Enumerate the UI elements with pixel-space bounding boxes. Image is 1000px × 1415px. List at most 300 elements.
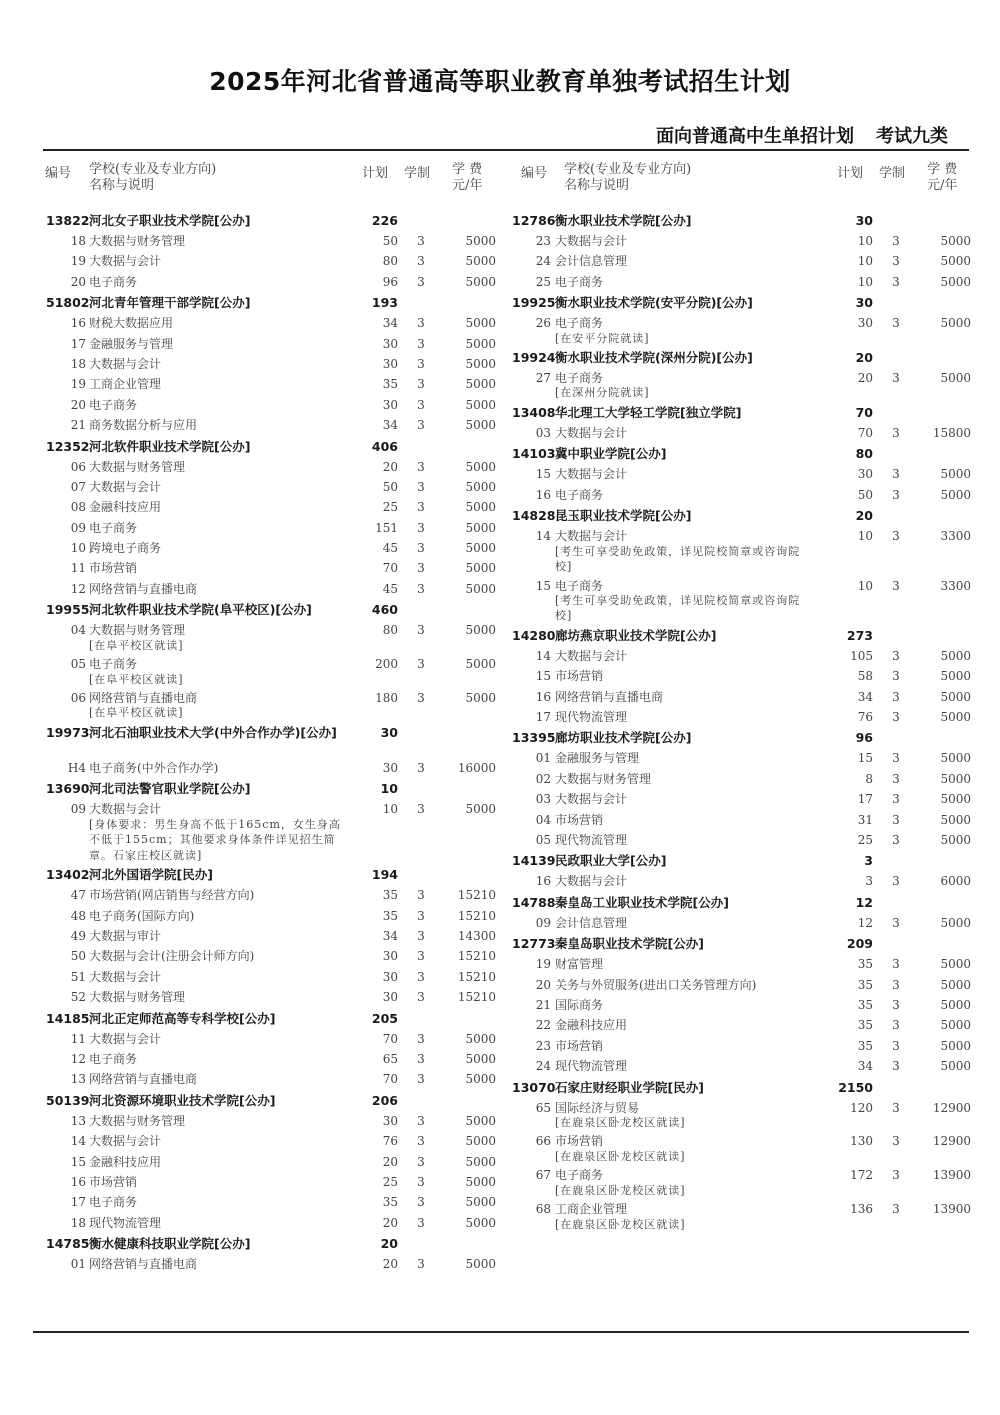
major-fee: 5000 — [465, 1215, 496, 1230]
major-years: 3 — [892, 529, 900, 544]
school-row — [512, 210, 975, 231]
major-name: 大数据与财务管理 — [89, 623, 186, 638]
school-row — [40, 292, 500, 313]
major-years: 3 — [892, 1018, 900, 1033]
major-years: 3 — [417, 1154, 425, 1169]
major-code: 23 — [535, 234, 551, 248]
major-name: 大数据与会计 — [89, 969, 162, 984]
major-code: 19 — [535, 957, 551, 972]
major-name: 金融科技应用 — [89, 500, 162, 515]
major-code: 16 — [70, 1174, 86, 1189]
major-code: 10 — [70, 541, 86, 556]
major-code: 06 — [70, 459, 86, 474]
school-plan-total: 12 — [855, 894, 873, 910]
major-plan: 130 — [850, 1134, 873, 1149]
major-row — [40, 272, 500, 292]
major-code: 06 — [70, 691, 86, 706]
major-years: 3 — [417, 1257, 425, 1272]
major-code: 51 — [70, 969, 86, 984]
school-code: 14788 — [512, 894, 556, 910]
major-fee: 5000 — [465, 336, 496, 351]
major-plan: 30 — [382, 969, 398, 984]
major-code: 01 — [70, 1257, 86, 1272]
major-code: 04 — [535, 812, 551, 827]
major-years: 3 — [417, 1113, 425, 1128]
school-row — [40, 778, 500, 799]
major-plan: 58 — [857, 669, 873, 684]
major-code: 20 — [70, 397, 86, 412]
major-row — [40, 906, 500, 926]
major-years: 3 — [417, 691, 425, 706]
school-plan-total: 194 — [371, 867, 398, 883]
school-row — [40, 1233, 500, 1254]
major-name: 市场营销 — [89, 561, 138, 576]
major-fee: 5000 — [940, 274, 971, 289]
major-row — [40, 967, 500, 987]
major-plan: 31 — [857, 812, 873, 827]
major-fee: 5000 — [465, 418, 496, 433]
major-years: 3 — [892, 578, 900, 593]
major-note: [在鹿泉区卧龙校区就读] — [555, 1115, 686, 1129]
major-code: 09 — [70, 520, 86, 535]
school-name: 廊坊燕京职业技术学院[公办] — [555, 627, 717, 643]
major-plan: 70 — [857, 425, 873, 440]
major-years: 3 — [892, 1134, 900, 1149]
major-note: [在阜平校区就读] — [89, 672, 184, 686]
major-code: 23 — [535, 1038, 551, 1053]
major-years: 3 — [417, 1215, 425, 1230]
major-plan: 70 — [382, 561, 398, 576]
major-plan: 35 — [382, 888, 398, 903]
major-row — [515, 687, 975, 707]
major-code: 15 — [535, 467, 551, 482]
major-code: 18 — [70, 234, 86, 248]
major-fee: 5000 — [465, 1154, 496, 1169]
major-plan: 70 — [382, 1031, 398, 1046]
school-row — [40, 436, 500, 457]
major-row — [515, 1056, 975, 1076]
major-plan: 50 — [382, 234, 398, 248]
major-plan: 172 — [850, 1168, 873, 1183]
major-code: 68 — [535, 1202, 551, 1217]
school-code: 13822 — [46, 213, 90, 228]
major-row — [40, 758, 500, 778]
major-years: 3 — [892, 467, 900, 482]
major-plan: 120 — [850, 1100, 873, 1115]
major-name: 大数据与会计 — [555, 529, 628, 544]
major-name: 现代物流管理 — [555, 833, 628, 848]
major-code: 13 — [70, 1113, 86, 1128]
major-note: [考生可享受助免政策，详见院校简章或咨询院校] — [555, 544, 801, 574]
major-row — [515, 231, 975, 251]
school-code: 19924 — [512, 350, 556, 366]
exam-category-label: 考试九类 — [876, 126, 948, 147]
major-code: 18 — [70, 1215, 86, 1230]
major-years: 3 — [892, 977, 900, 992]
major-code: 19 — [70, 377, 86, 392]
major-name: 市场营销(网店销售与经营方向) — [89, 888, 255, 903]
major-row — [515, 1015, 975, 1035]
major-row — [515, 769, 975, 789]
school-row — [512, 1077, 975, 1098]
school-code: 12352 — [46, 438, 90, 454]
school-plan-total: 209 — [846, 936, 873, 952]
major-plan: 30 — [382, 949, 398, 964]
major-years: 3 — [892, 274, 900, 289]
major-plan: 105 — [850, 648, 873, 663]
major-fee: 15210 — [457, 969, 496, 984]
major-code: 67 — [535, 1168, 551, 1183]
major-name: 电子商务 — [89, 1195, 138, 1210]
major-fee: 5000 — [940, 669, 971, 684]
major-plan: 34 — [857, 1059, 873, 1074]
school-code: 14103 — [512, 446, 556, 462]
major-row — [515, 251, 975, 271]
school-name: 衡水职业技术学院(安平分院)[公办] — [555, 295, 753, 311]
major-years: 3 — [417, 520, 425, 535]
major-fee: 5000 — [465, 274, 496, 289]
school-name: 华北理工大学轻工学院[独立学院] — [555, 404, 742, 420]
major-years: 3 — [417, 949, 425, 964]
major-name: 大数据与会计 — [555, 874, 628, 889]
major-code: 05 — [70, 657, 86, 672]
major-fee: 12900 — [932, 1134, 971, 1149]
major-name: 大数据与财务管理 — [89, 459, 186, 474]
major-plan: 96 — [382, 274, 398, 289]
school-plan-total: 20 — [855, 508, 873, 524]
major-years: 3 — [417, 274, 425, 289]
header-years: 学制 — [879, 166, 906, 181]
major-years: 3 — [892, 1038, 900, 1053]
major-code: 15 — [535, 669, 551, 684]
major-row — [40, 1152, 500, 1172]
major-code: 50 — [70, 949, 86, 964]
major-code: 07 — [70, 479, 86, 494]
major-code: 27 — [535, 371, 551, 386]
major-name: 电子商务 — [89, 397, 138, 412]
school-name: 廊坊职业技术学院[公办] — [555, 730, 692, 746]
major-years: 3 — [892, 316, 900, 331]
major-fee: 5000 — [940, 833, 971, 848]
school-name: 河北女子职业技术学院[公办] — [89, 213, 251, 228]
major-fee: 5000 — [465, 356, 496, 371]
school-name: 秦皇岛工业职业技术学院[公办] — [555, 894, 729, 910]
major-row — [40, 334, 500, 354]
major-name: 网络营销与直播电商 — [89, 581, 198, 596]
major-plan: 35 — [857, 977, 873, 992]
major-fee: 5000 — [465, 623, 496, 638]
major-fee: 15210 — [457, 888, 496, 903]
major-plan: 34 — [382, 316, 398, 331]
major-code: 66 — [535, 1134, 551, 1149]
major-code: 14 — [535, 529, 551, 544]
major-name: 电子商务 — [89, 520, 138, 535]
school-code: 13402 — [46, 867, 90, 883]
major-row — [40, 579, 500, 599]
major-name: 会计信息管理 — [555, 254, 628, 269]
major-name: 关务与外贸服务(进出口关务管理方向) — [555, 977, 757, 992]
major-years: 3 — [417, 969, 425, 984]
major-years: 3 — [417, 1174, 425, 1189]
major-fee: 5000 — [940, 812, 971, 827]
school-row — [40, 722, 500, 758]
major-code: 20 — [70, 274, 86, 289]
bottom-divider — [33, 1331, 969, 1333]
school-code: 51802 — [46, 295, 90, 311]
school-code: 13395 — [512, 730, 556, 746]
major-years: 3 — [892, 751, 900, 766]
major-plan: 25 — [382, 1174, 398, 1189]
school-plan-total: 30 — [380, 724, 398, 740]
major-plan: 25 — [857, 833, 873, 848]
header-years: 学制 — [404, 166, 431, 181]
major-fee: 5000 — [465, 1257, 496, 1272]
major-code: 47 — [70, 888, 86, 903]
major-plan: 65 — [382, 1051, 398, 1066]
major-years: 3 — [417, 377, 425, 392]
major-name: 大数据与会计 — [555, 648, 628, 663]
major-plan: 8 — [865, 771, 873, 786]
major-years: 3 — [892, 997, 900, 1012]
column-header — [515, 158, 975, 210]
school-name: 河北司法警官职业学院[公办] — [89, 781, 251, 797]
school-name: 石家庄财经职业学院[民办] — [555, 1079, 704, 1095]
header-plan: 计划 — [362, 166, 389, 181]
school-name: 冀中职业学院[公办] — [555, 446, 667, 462]
major-years: 3 — [417, 1072, 425, 1087]
school-plan-total: 20 — [380, 1236, 398, 1252]
major-years: 3 — [892, 1202, 900, 1217]
major-plan: 30 — [857, 316, 873, 331]
major-row — [515, 464, 975, 484]
school-name: 昆玉职业技术学院[公办] — [555, 508, 692, 524]
major-code: 14 — [70, 1134, 86, 1149]
major-fee: 5000 — [465, 561, 496, 576]
major-name: 商务数据分析与应用 — [89, 418, 198, 433]
school-plan-total: 205 — [371, 1010, 398, 1026]
major-note: [在鹿泉区卧龙校区就读] — [555, 1149, 686, 1163]
major-code: 25 — [535, 274, 551, 289]
major-years: 3 — [892, 648, 900, 663]
major-plan: 12 — [857, 915, 873, 930]
major-years: 3 — [892, 1059, 900, 1074]
major-row — [515, 1036, 975, 1056]
major-fee: 5000 — [465, 541, 496, 556]
major-name: 大数据与会计 — [555, 792, 628, 807]
major-fee: 5000 — [940, 792, 971, 807]
major-years: 3 — [417, 1134, 425, 1149]
major-plan: 15 — [857, 751, 873, 766]
major-years: 3 — [417, 500, 425, 515]
major-row — [515, 789, 975, 809]
major-name: 电子商务 — [555, 578, 604, 593]
major-fee: 5000 — [465, 1031, 496, 1046]
major-name: 跨境电子商务 — [89, 541, 162, 556]
major-name: 现代物流管理 — [555, 1059, 628, 1074]
school-name: 民政职业大学[公办] — [555, 853, 667, 869]
major-fee: 5000 — [940, 316, 971, 331]
school-plan-total: 96 — [855, 730, 873, 746]
major-fee: 13900 — [932, 1202, 971, 1217]
major-plan: 35 — [382, 1195, 398, 1210]
school-plan-total: 226 — [371, 213, 398, 228]
major-years: 3 — [417, 234, 425, 248]
major-code: 21 — [70, 418, 86, 433]
school-name: 河北软件职业技术学院(阜平校区)[公办] — [89, 602, 312, 618]
major-row — [40, 518, 500, 538]
major-name: 大数据与财务管理 — [89, 1113, 186, 1128]
major-row — [40, 558, 500, 578]
school-row — [40, 864, 500, 885]
major-fee: 5000 — [940, 915, 971, 930]
major-row — [515, 485, 975, 505]
major-years: 3 — [417, 459, 425, 474]
school-plan-total: 10 — [380, 781, 398, 797]
major-fee: 5000 — [940, 1038, 971, 1053]
major-name: 电子商务(国际方向) — [89, 908, 195, 923]
major-plan: 20 — [382, 459, 398, 474]
major-years: 3 — [892, 669, 900, 684]
major-name: 电子商务 — [555, 1168, 604, 1183]
major-row — [40, 395, 500, 415]
major-code: 15 — [70, 1154, 86, 1169]
school-code: 50139 — [46, 1092, 90, 1108]
major-years: 3 — [892, 371, 900, 386]
school-code: 14785 — [46, 1236, 90, 1252]
school-name: 衡水职业技术学院[公办] — [555, 213, 692, 228]
major-fee: 5000 — [465, 691, 496, 706]
school-row — [512, 850, 975, 871]
major-row — [40, 1254, 500, 1274]
school-plan-total: 30 — [855, 295, 873, 311]
major-years: 3 — [892, 710, 900, 725]
major-row — [40, 1192, 500, 1212]
major-fee: 5000 — [465, 234, 496, 248]
major-years: 3 — [417, 1195, 425, 1210]
major-years: 3 — [892, 487, 900, 502]
major-plan: 50 — [857, 487, 873, 502]
major-fee: 5000 — [465, 254, 496, 269]
major-code: 08 — [70, 500, 86, 515]
school-row — [40, 1090, 500, 1111]
major-code: 04 — [70, 623, 86, 638]
major-row — [515, 871, 975, 891]
major-row — [515, 913, 975, 933]
major-name: 电子商务(中外合作办学) — [89, 760, 219, 775]
major-code: 18 — [70, 356, 86, 371]
major-name: 网络营销与直播电商 — [89, 1257, 198, 1272]
major-name: 国际商务 — [555, 997, 604, 1012]
major-years: 3 — [892, 1168, 900, 1183]
major-note: [在鹿泉区卧龙校区就读] — [555, 1183, 686, 1197]
major-years: 3 — [417, 990, 425, 1005]
major-name: 市场营销 — [555, 1134, 604, 1149]
major-plan: 151 — [375, 520, 398, 535]
major-fee: 16000 — [457, 760, 496, 775]
major-code: H4 — [67, 760, 86, 775]
major-name: 电子商务 — [555, 487, 604, 502]
major-years: 3 — [417, 479, 425, 494]
major-plan: 200 — [375, 657, 398, 672]
major-name: 大数据与财务管理 — [555, 771, 652, 786]
major-code: 14 — [535, 648, 551, 663]
major-years: 3 — [417, 928, 425, 943]
major-fee: 13900 — [932, 1168, 971, 1183]
major-note: [在深州分院就读] — [555, 386, 650, 400]
major-code: 03 — [535, 792, 551, 807]
major-years: 3 — [417, 541, 425, 556]
major-fee: 5000 — [465, 1072, 496, 1087]
major-name: 现代物流管理 — [555, 710, 628, 725]
major-name: 市场营销 — [555, 669, 604, 684]
major-years: 3 — [417, 657, 425, 672]
major-fee: 5000 — [465, 377, 496, 392]
major-plan: 30 — [382, 1113, 398, 1128]
major-code: 19 — [70, 254, 86, 269]
school-plan-total: 273 — [846, 627, 873, 643]
major-row — [40, 1213, 500, 1233]
school-code: 19973 — [46, 724, 90, 740]
major-fee: 5000 — [465, 581, 496, 596]
major-name: 工商企业管理 — [555, 1202, 628, 1217]
school-name: 河北外国语学院[民办] — [89, 867, 213, 883]
major-code: 16 — [535, 874, 551, 889]
major-fee: 3300 — [940, 578, 971, 593]
major-row — [40, 457, 500, 477]
major-years: 3 — [417, 581, 425, 596]
school-row — [512, 625, 975, 646]
major-name: 网络营销与直播电商 — [89, 691, 198, 706]
school-name: 河北青年管理干部学院[公办] — [89, 295, 251, 311]
major-plan: 20 — [382, 1215, 398, 1230]
school-row — [512, 892, 975, 913]
major-code: 16 — [535, 689, 551, 704]
school-name: 河北软件职业技术学院[公办] — [89, 438, 251, 454]
major-plan: 10 — [857, 529, 873, 544]
major-fee: 5000 — [940, 1059, 971, 1074]
header-plan: 计划 — [837, 166, 864, 181]
major-row — [515, 646, 975, 666]
school-code: 19955 — [46, 602, 90, 618]
major-plan: 50 — [382, 479, 398, 494]
major-fee: 5000 — [940, 254, 971, 269]
major-plan: 70 — [382, 1072, 398, 1087]
school-row — [40, 1008, 500, 1029]
major-code: 52 — [70, 990, 86, 1005]
school-plan-total: 70 — [855, 404, 873, 420]
major-code: 15 — [535, 578, 551, 593]
school-plan-total: 460 — [371, 602, 398, 618]
major-years: 3 — [892, 425, 900, 440]
major-name: 大数据与会计(注册会计师方向) — [89, 949, 255, 964]
major-fee: 5000 — [940, 751, 971, 766]
major-plan: 30 — [382, 990, 398, 1005]
major-name: 电子商务 — [89, 657, 138, 672]
major-years: 3 — [417, 760, 425, 775]
header-fee: 学 费 元/年 — [452, 162, 483, 193]
major-plan: 80 — [382, 254, 398, 269]
major-name: 金融科技应用 — [89, 1154, 162, 1169]
major-plan: 10 — [857, 578, 873, 593]
major-name: 财富管理 — [555, 957, 604, 972]
major-note: [考生可享受助免政策，详见院校简章或咨询院校] — [555, 593, 801, 623]
major-name: 大数据与会计 — [89, 1134, 162, 1149]
left-column — [40, 158, 500, 1274]
major-fee: 5000 — [465, 1134, 496, 1149]
major-row — [515, 810, 975, 830]
school-plan-total: 3 — [864, 853, 873, 869]
major-name: 工商企业管理 — [89, 377, 162, 392]
